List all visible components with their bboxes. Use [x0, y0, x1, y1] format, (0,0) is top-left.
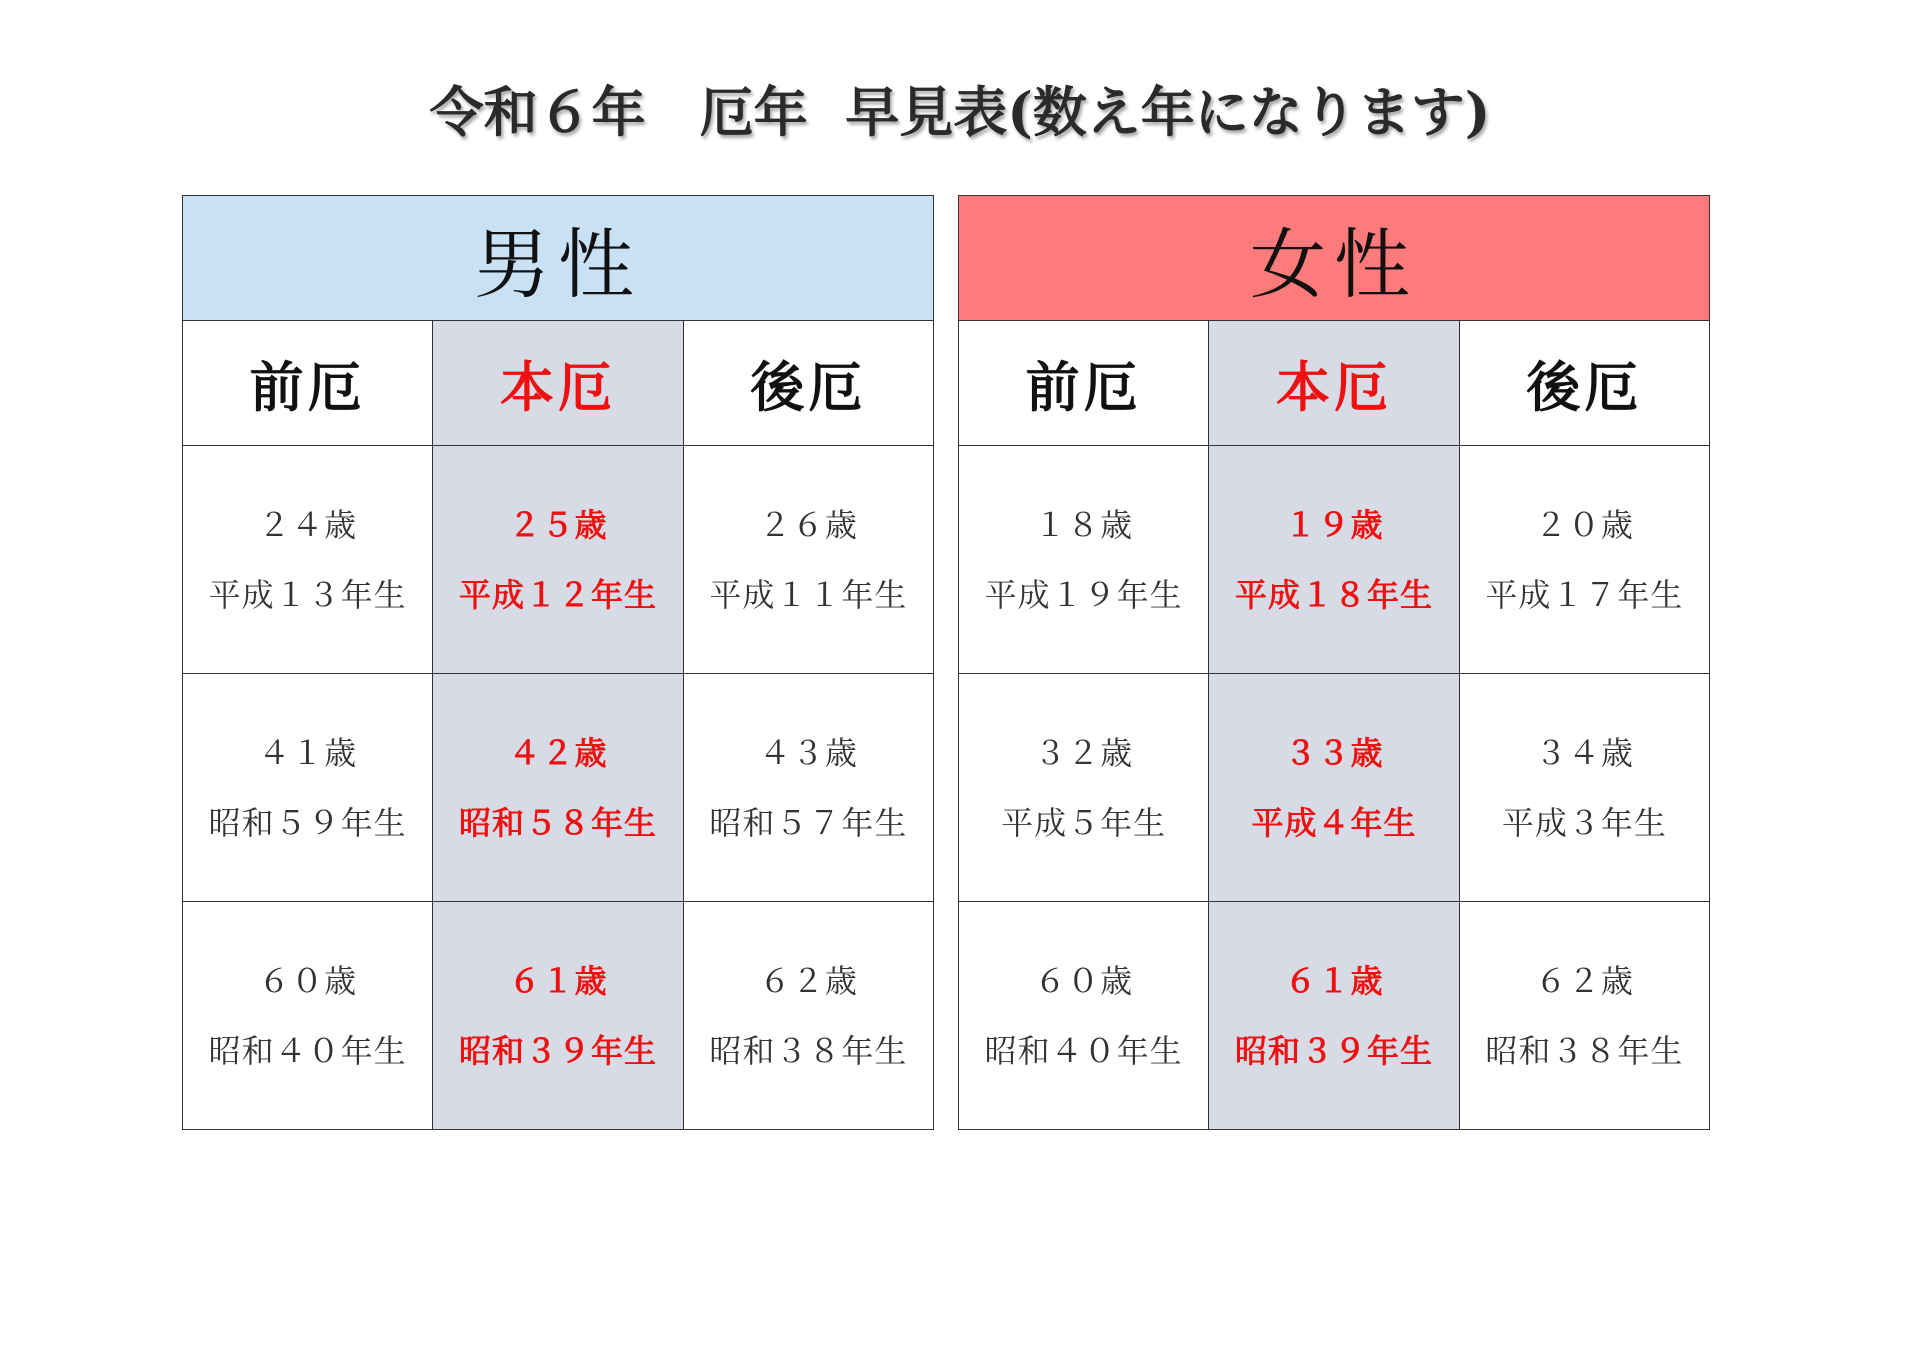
- maeyaku-cell: [959, 446, 1209, 674]
- col-header-honyaku: 本厄: [1209, 321, 1459, 446]
- age-text: ２５歳: [508, 505, 608, 544]
- age-text: ３４歳: [1534, 733, 1634, 772]
- birth-year-text: 昭和５８年生: [458, 803, 657, 842]
- maeyaku-cell: [959, 902, 1209, 1130]
- age-text: ４３歳: [758, 733, 858, 772]
- female-header: 女性: [959, 196, 1710, 321]
- honyaku-cell: [433, 446, 683, 674]
- age-text: １９歳: [1284, 505, 1384, 544]
- atoyaku-cell: [1459, 674, 1709, 902]
- honyaku-cell: [433, 902, 683, 1130]
- atoyaku-cell: [683, 446, 933, 674]
- age-text: ２０歳: [1534, 505, 1634, 544]
- age-text: ６０歳: [1034, 961, 1134, 1000]
- birth-year-text: 平成１２年生: [458, 575, 657, 614]
- table-row: [959, 674, 1710, 902]
- atoyaku-cell: [683, 902, 933, 1130]
- table-row: [183, 446, 934, 674]
- age-text: １８歳: [1034, 505, 1134, 544]
- birth-year-text: 昭和３９年生: [1234, 1031, 1433, 1070]
- col-header-maeyaku: 前厄: [183, 321, 433, 446]
- col-header-atoyaku: 後厄: [1459, 321, 1709, 446]
- birth-year-text: 平成４年生: [1251, 803, 1417, 842]
- age-text: ６０歳: [258, 961, 358, 1000]
- male-yakudoshi-table: [182, 195, 934, 1130]
- birth-year-text: 平成１７年生: [1485, 575, 1684, 614]
- age-text: ６１歳: [508, 961, 608, 1000]
- birth-year-text: 平成１３年生: [208, 575, 407, 614]
- age-text: ６１歳: [1284, 961, 1384, 1000]
- age-text: ４１歳: [258, 733, 358, 772]
- honyaku-cell: [1209, 902, 1459, 1130]
- age-text: ２６歳: [758, 505, 858, 544]
- age-text: ４２歳: [508, 733, 608, 772]
- atoyaku-cell: [1459, 902, 1709, 1130]
- maeyaku-cell: [183, 902, 433, 1130]
- birth-year-text: 昭和３８年生: [1485, 1031, 1684, 1070]
- birth-year-text: 昭和４０年生: [984, 1031, 1183, 1070]
- birth-year-text: 平成５年生: [1001, 803, 1167, 842]
- age-text: ３３歳: [1284, 733, 1384, 772]
- birth-year-text: 昭和３８年生: [709, 1031, 908, 1070]
- age-text: ３２歳: [1034, 733, 1134, 772]
- table-row: [959, 446, 1710, 674]
- birth-year-text: 昭和５７年生: [709, 803, 908, 842]
- age-text: ６２歳: [758, 961, 858, 1000]
- column-header-row: [959, 321, 1710, 446]
- atoyaku-cell: [1459, 446, 1709, 674]
- age-text: ２４歳: [258, 505, 358, 544]
- birth-year-text: 平成１１年生: [709, 575, 908, 614]
- maeyaku-cell: [183, 674, 433, 902]
- table-row: [183, 902, 934, 1130]
- female-yakudoshi-table: [958, 195, 1710, 1130]
- birth-year-text: 平成１８年生: [1234, 575, 1433, 614]
- honyaku-cell: [1209, 446, 1459, 674]
- honyaku-cell: [1209, 674, 1459, 902]
- male-header: 男性: [183, 196, 934, 321]
- birth-year-text: 平成３年生: [1501, 803, 1667, 842]
- maeyaku-cell: [183, 446, 433, 674]
- honyaku-cell: [433, 674, 683, 902]
- maeyaku-cell: [959, 674, 1209, 902]
- page-title: 令和６年 厄年 早見表(数え年になります): [429, 80, 1491, 144]
- gender-header-row: [183, 196, 934, 321]
- birth-year-text: 昭和５９年生: [208, 803, 407, 842]
- atoyaku-cell: [683, 674, 933, 902]
- birth-year-text: 昭和３９年生: [458, 1031, 657, 1070]
- column-header-row: [183, 321, 934, 446]
- table-row: [959, 902, 1710, 1130]
- age-text: ６２歳: [1534, 961, 1634, 1000]
- col-header-maeyaku: 前厄: [959, 321, 1209, 446]
- birth-year-text: 平成１９年生: [984, 575, 1183, 614]
- gender-header-row: [959, 196, 1710, 321]
- birth-year-text: 昭和４０年生: [208, 1031, 407, 1070]
- table-row: [183, 674, 934, 902]
- col-header-honyaku: 本厄: [433, 321, 683, 446]
- col-header-atoyaku: 後厄: [683, 321, 933, 446]
